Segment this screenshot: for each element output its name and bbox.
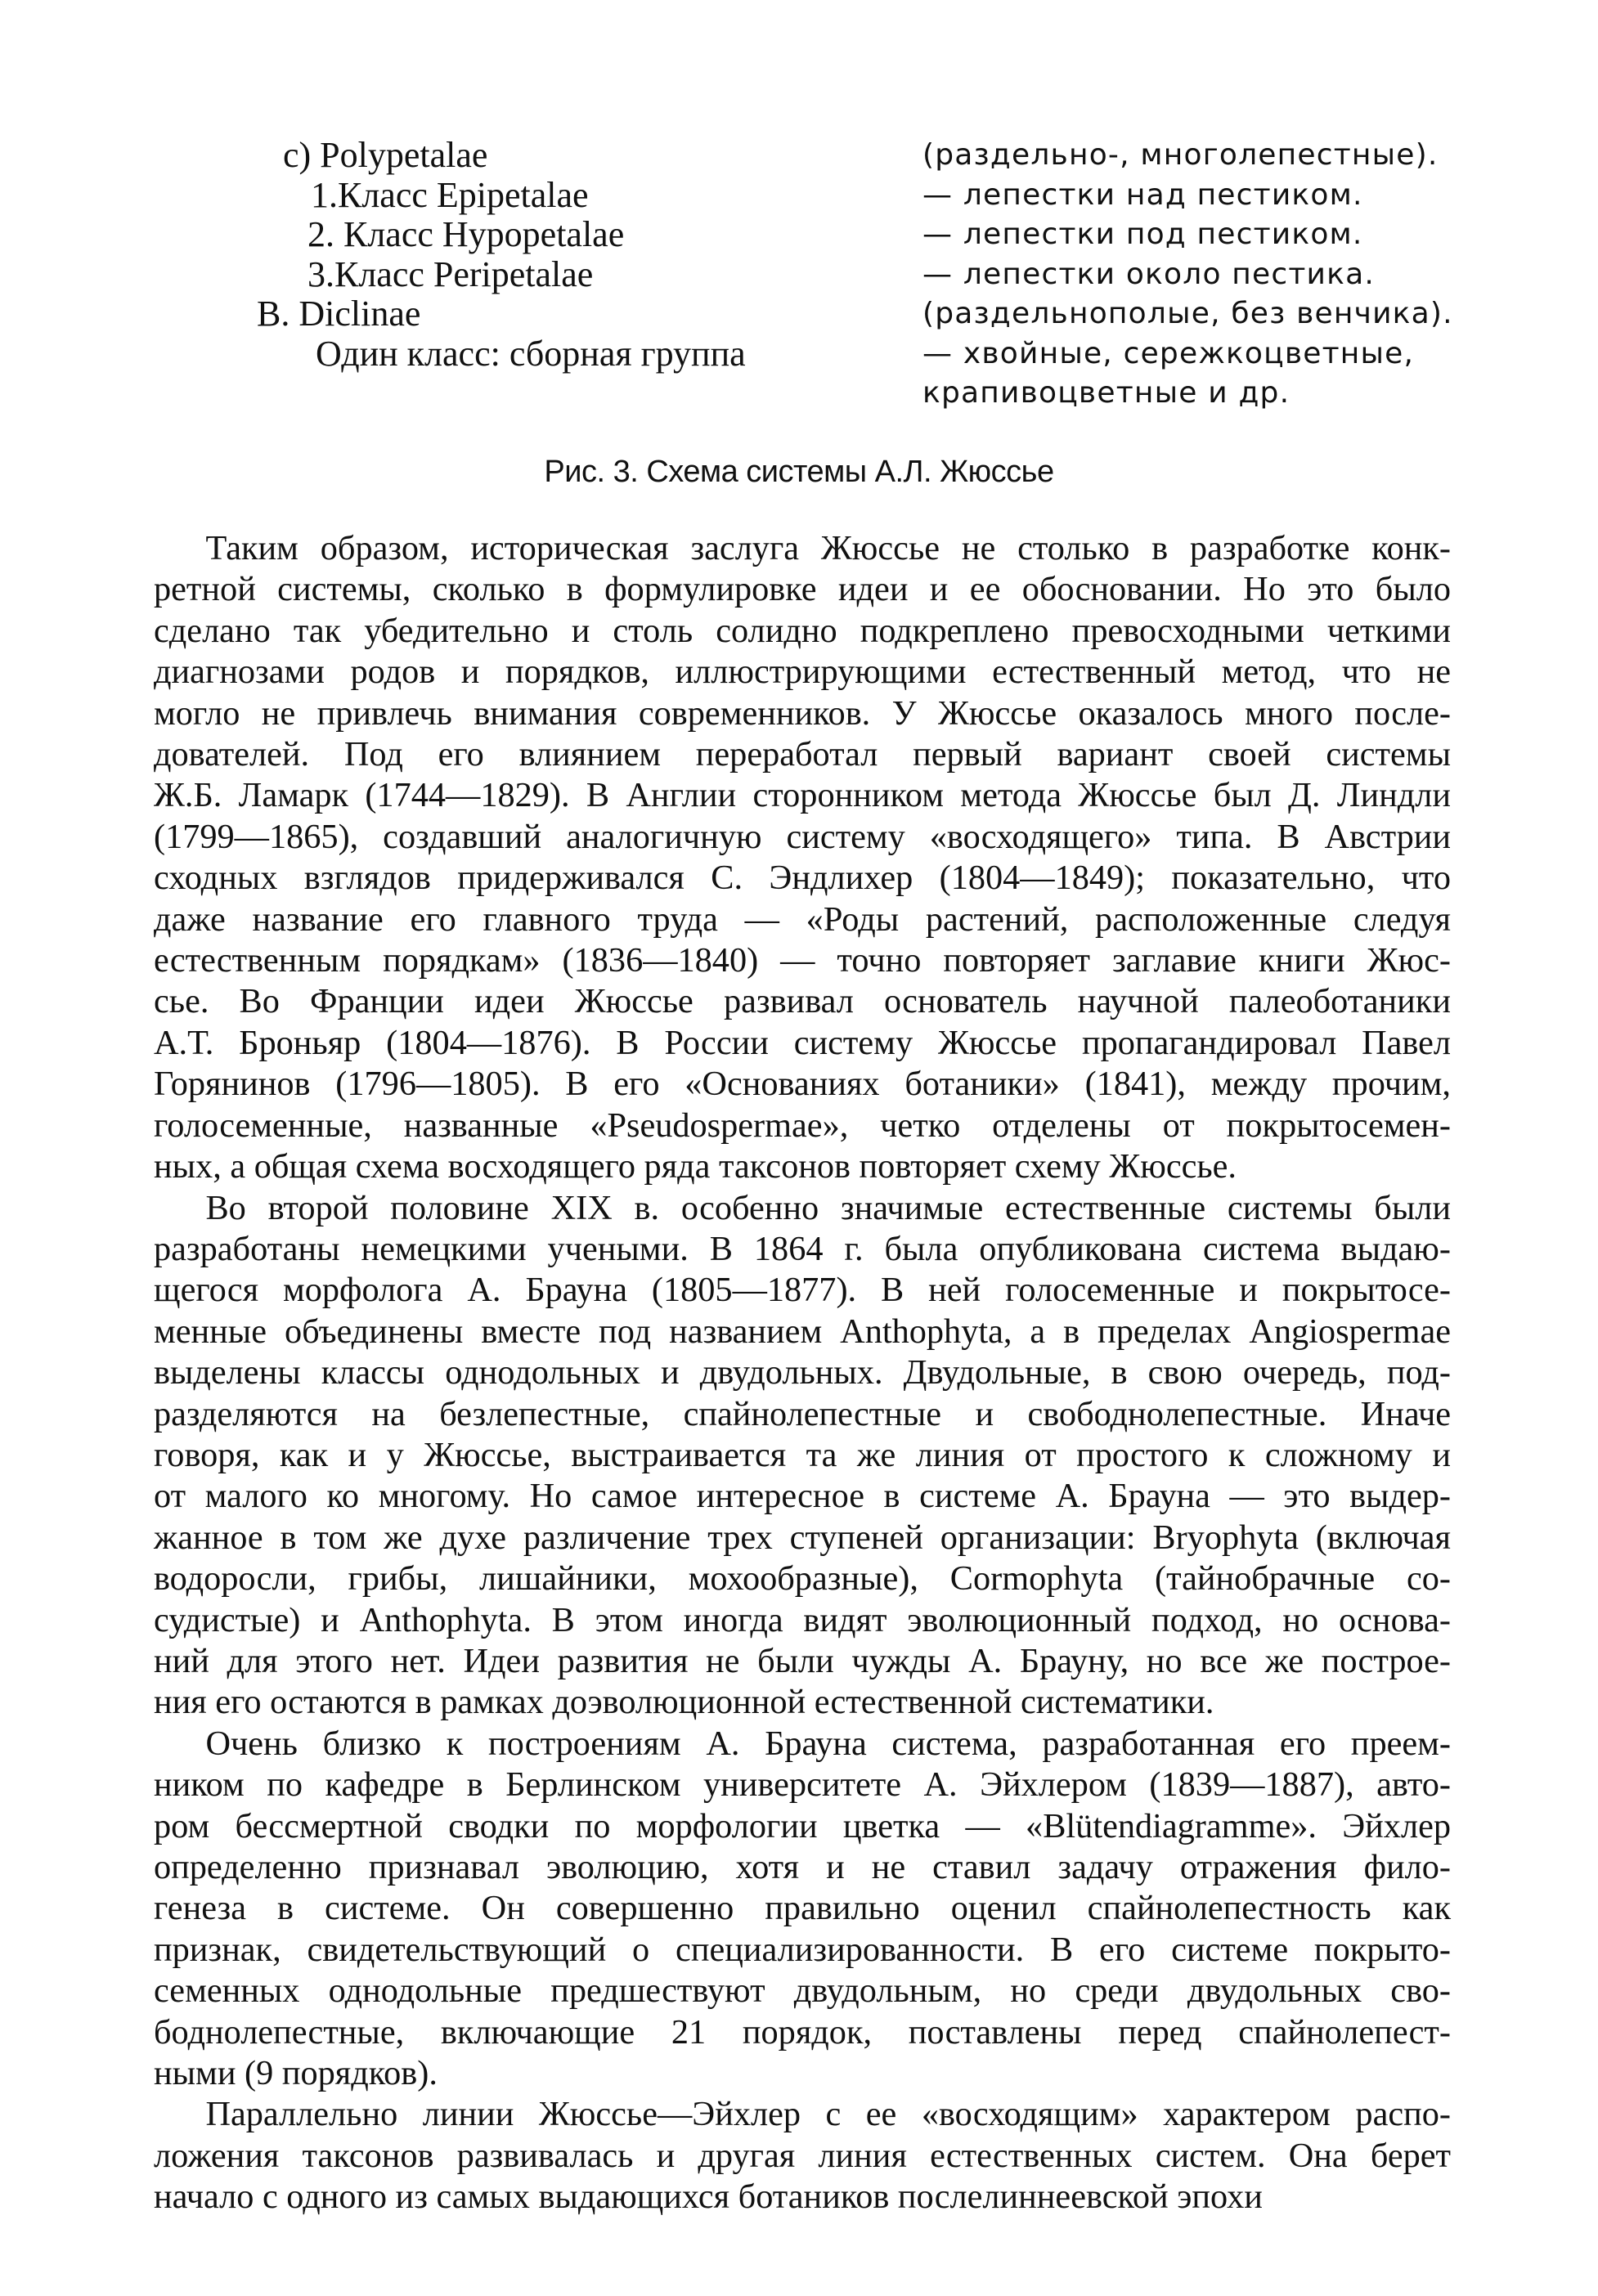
text-line: начало с одного из самых выдающихся ботаников послелиннеевской эпохи xyxy=(154,2177,1263,2217)
text-line: голосеменные, названные «Pseudospermae», четко отделены от покрытосемен- xyxy=(154,1105,1451,1145)
text-line: менные объединены вместе под названием Anthophyta, а в пределах Angiospermae xyxy=(154,1312,1451,1351)
scheme-row xyxy=(0,176,1598,216)
paragraph xyxy=(154,2094,1451,2218)
text-line: ний для этого нет. Идеи развития не были чужды А. Брауну, но все же построе- xyxy=(154,1641,1451,1680)
text-line: Во второй половине XIX в. особенно значимые естественные системы были xyxy=(154,1188,1451,1227)
figure-caption: Рис. 3. Схема системы А.Л. Жюссье xyxy=(544,455,1054,489)
text-line: сходных взглядов придерживался С. Эндлихер (1804—1849); показательно, что xyxy=(154,859,1451,898)
text-line: определенно признавал эволюцию, хотя и не ставил задачу отражения фило- xyxy=(154,1848,1451,1886)
text-line: ными (9 порядков). xyxy=(154,2054,438,2093)
scheme-term: c) Polypetalae xyxy=(283,135,488,175)
body-text xyxy=(154,528,1451,2218)
text-line: боднолепестные, включающие 21 порядок, поставлены перед спайнолепест- xyxy=(154,2012,1451,2052)
classification-scheme xyxy=(0,136,1598,414)
text-line: ния его остаются в рамках доэволюционной естественной систематики. xyxy=(154,1683,1214,1722)
text-line: Горянинов (1796—1805). В его «Основаниях ботаники» (1841), между прочим, xyxy=(154,1065,1451,1104)
text-line: Ж.Б. Ламарк (1744—1829). В Англии сторонником метода Жюссье был Д. Линдли xyxy=(154,776,1451,815)
scheme-description: (раздельнополые, без венчика). xyxy=(922,297,1453,330)
text-line: генеза в системе. Он совершенно правильно оценил спайнолепестность как xyxy=(154,1889,1451,1928)
text-line: ретной системы, сколько в формулировке идеи и ее обосновании. Но это было xyxy=(154,570,1451,609)
text-line: ром бессмертной сводки по морфологии цветка — «Blütendiagramme». Эйхлер xyxy=(154,1806,1451,1845)
scheme-description: — лепестки около пестика. xyxy=(922,257,1376,291)
scheme-row xyxy=(0,136,1598,176)
text-line: жанное в том же духе различение трех ступеней организации: Bryophyta (включая xyxy=(154,1518,1451,1557)
text-line: щегося морфолога А. Брауна (1805—1877). В ней голосеменные и покрытосе- xyxy=(154,1271,1451,1310)
scheme-description: — хвойные, сережкоцветные, xyxy=(922,336,1415,370)
scheme-term: B. Diclinae xyxy=(257,294,421,334)
scheme-row xyxy=(0,334,1598,374)
paragraph xyxy=(154,528,1451,1188)
scheme-row xyxy=(0,215,1598,255)
text-line: разработаны немецкими учеными. В 1864 г. была опубликована система выдаю- xyxy=(154,1229,1451,1268)
paragraph xyxy=(154,1188,1451,1724)
scheme-term: Один класс: сборная группа xyxy=(316,333,746,374)
text-line: (1799—1865), создавший аналогичную систему «восходящего» типа. В Австрии xyxy=(154,817,1451,856)
scheme-term: 1.Класс Epipetalae xyxy=(311,174,589,215)
text-line: сделано так убедительно и столь солидно подкреплено превосходными четкими xyxy=(154,611,1451,650)
scheme-description: — лепестки над пестиком. xyxy=(922,177,1363,212)
text-line: ником по кафедре в Берлинском университете А. Эйхлером (1839—1887), авто- xyxy=(154,1765,1451,1805)
text-line: А.Т. Броньяр (1804—1876). В России систему Жюссье пропагандировал Павел xyxy=(154,1023,1451,1062)
scheme-row xyxy=(0,294,1598,334)
paragraph xyxy=(154,1724,1451,2095)
text-line: даже название его главного труда — «Роды растений, расположенные следуя xyxy=(154,899,1451,939)
text-line: разделяются на безлепестные, спайнолепестные и свободнолепестные. Иначе xyxy=(154,1394,1451,1433)
text-line: сье. Во Франции идеи Жюссье развивал основатель научной палеоботаники xyxy=(154,982,1451,1021)
text-line: от малого ко многому. Но самое интересное в системе А. Брауна — это выдер- xyxy=(154,1477,1451,1516)
text-line: диагнозами родов и порядков, иллюстрирующими естественный метод, что не xyxy=(154,652,1451,692)
text-line: судистые) и Anthophyta. В этом иногда видят эволюционный подход, но основа- xyxy=(154,1600,1451,1639)
text-line: говоря, как и у Жюссье, выстраивается та же линия от простого к сложному и xyxy=(154,1435,1451,1474)
text-line: признак, свидетельствующий о специализированности. В его системе покрыто- xyxy=(154,1930,1451,1969)
text-line: выделены классы однодольных и двудольных. Двудольные, в свою очередь, под- xyxy=(154,1353,1451,1392)
scheme-description: (раздельно-, многолепестные). xyxy=(922,138,1439,172)
text-line: могло не привлечь внимания современников. У Жюссье оказалось много после- xyxy=(154,693,1451,733)
text-line: Таким образом, историческая заслуга Жюссье не столько в разработке конк- xyxy=(154,529,1451,567)
text-line: семенных однодольные предшествуют двудольным, но среди двудольных сво- xyxy=(154,1971,1451,2011)
text-line: Очень близко к построениям А. Брауна система, разработанная его преем- xyxy=(154,1724,1451,1763)
scheme-description: — лепестки под пестиком. xyxy=(922,217,1363,251)
scheme-row xyxy=(0,255,1598,295)
text-line: Параллельно линии Жюссье—Эйхлер с ее «восходящим» характером распо- xyxy=(154,2095,1451,2134)
text-line: ных, а общая схема восходящего ряда таксонов повторяет схему Жюссье. xyxy=(154,1147,1237,1186)
scheme-term: 3.Класс Peripetalae xyxy=(307,253,594,294)
text-line: дователей. Под его влиянием переработал первый вариант своей системы xyxy=(154,735,1451,774)
scheme-term: 2. Класс Hypopetalae xyxy=(307,214,625,254)
scheme-row xyxy=(0,374,1598,414)
text-line: водоросли, грибы, лишайники, мохообразные), Cormophyta (тайнобрачные со- xyxy=(154,1559,1451,1599)
text-line: естественным порядкам» (1836—1840) — точно повторяет заглавие книги Жюс- xyxy=(154,941,1451,980)
scheme-description: крапивоцветные и др. xyxy=(922,376,1291,410)
text-line: ложения таксонов развивалась и другая линия естественных систем. Она берет xyxy=(154,2136,1451,2175)
